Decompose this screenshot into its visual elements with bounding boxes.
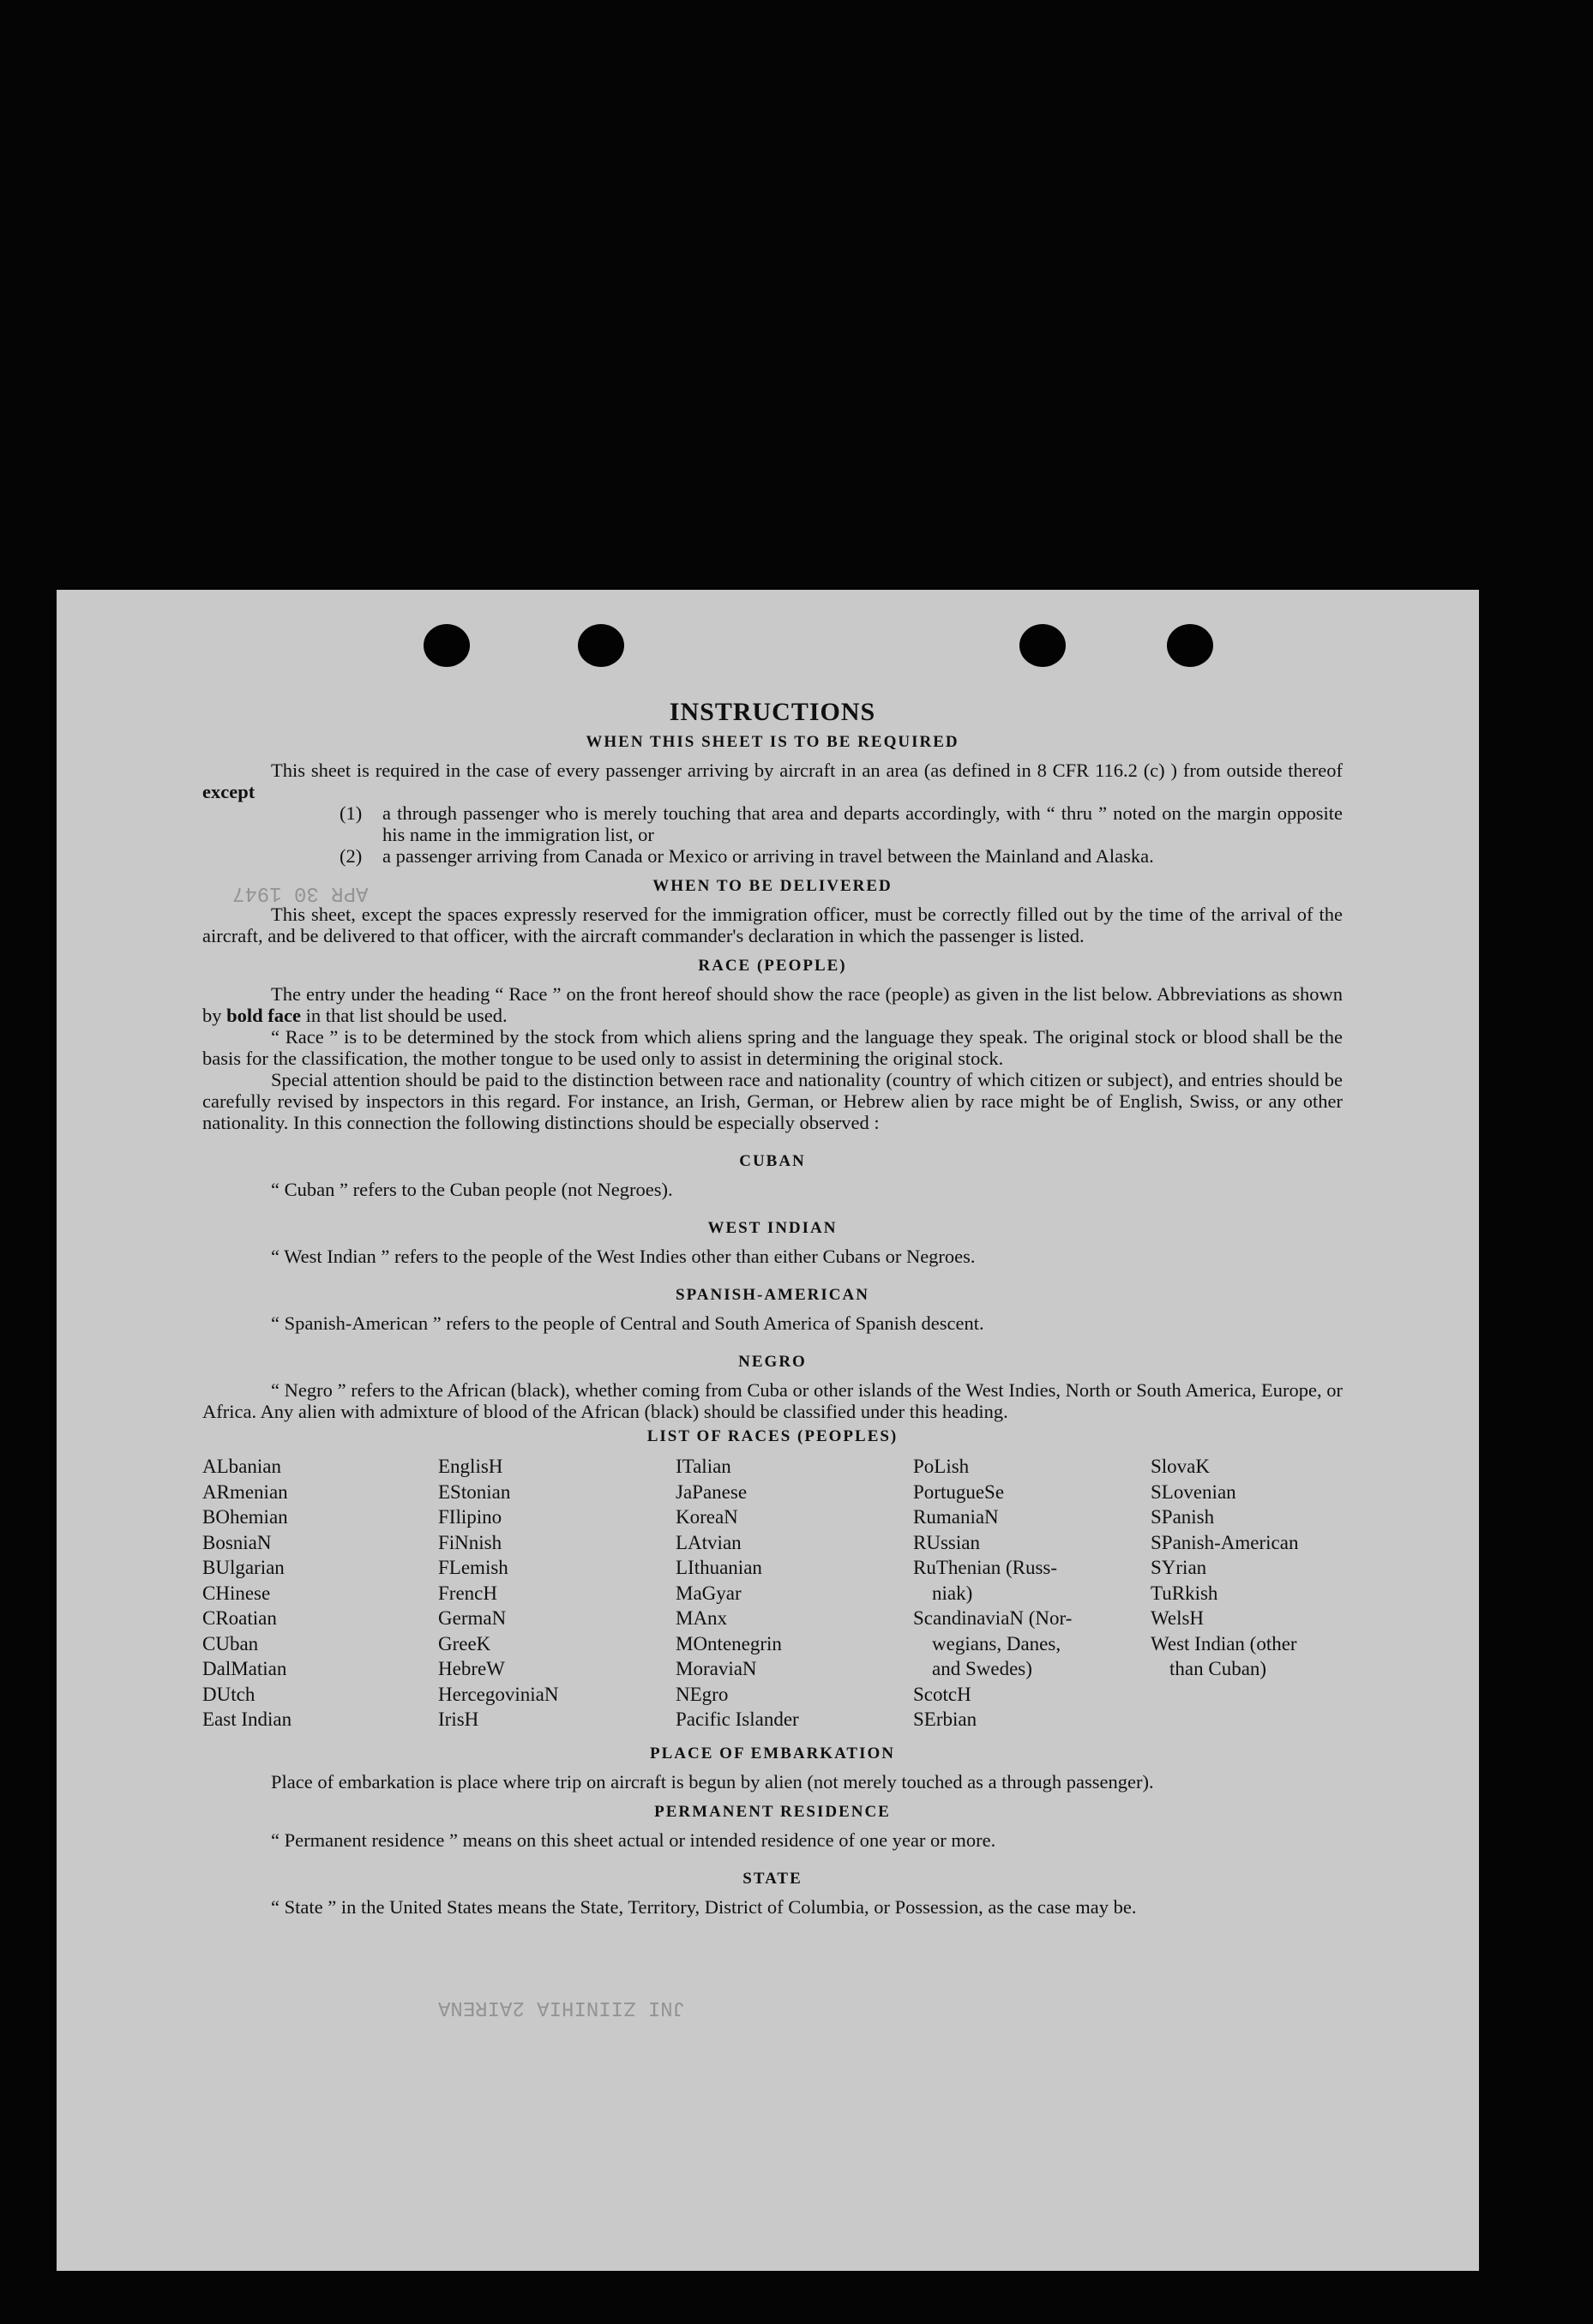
race-item: DalMatian bbox=[202, 1658, 287, 1679]
race-item: ScandinaviaN (Nor- bbox=[913, 1607, 1073, 1629]
race-item: CRoatian bbox=[202, 1607, 277, 1629]
heading-cuban: CUBAN bbox=[739, 1152, 806, 1170]
document-sheet bbox=[57, 590, 1479, 2271]
race-item: RuThenian (Russ- bbox=[913, 1557, 1058, 1578]
race-item: Pacific Islander bbox=[676, 1708, 799, 1730]
races-column-2 bbox=[438, 1454, 676, 1732]
cuban-text: “ Cuban ” refers to the Cuban people (not Negroes). bbox=[271, 1179, 673, 1200]
race-paragraph-3: Special attention should be paid to the distinction between race and nationality (country of which citizen or subject), and entries should be carefully revised by inspectors in this regard. For instance, an Irish, German, or Hebrew alien by race might be of English, Swiss, or any other nationality. In this connection the following distinctions should be especially observed : bbox=[202, 1069, 1343, 1133]
instructions-body bbox=[202, 698, 1343, 1918]
race-item: SErbian bbox=[913, 1708, 977, 1730]
spanish-american-text: “ Spanish-American ” refers to the people of Central and South America of Spanish descent. bbox=[271, 1312, 984, 1334]
punch-hole-3 bbox=[1019, 624, 1066, 667]
race-item: FiNnish bbox=[438, 1531, 502, 1553]
state-text: “ State ” in the United States means the State, Territory, District of Columbia, or Possession, as the case may be. bbox=[271, 1895, 1137, 1918]
page-title: INSTRUCTIONS bbox=[669, 698, 876, 726]
race-item: JaPanese bbox=[676, 1480, 748, 1503]
race-item: EStonian bbox=[438, 1480, 511, 1503]
race-item: BOhemian bbox=[202, 1506, 288, 1528]
race-item: NEgro bbox=[676, 1683, 729, 1705]
race-item: CHinese bbox=[202, 1582, 271, 1604]
race-item: GreeK bbox=[438, 1632, 491, 1654]
race-item-continuation: than Cuban) bbox=[1169, 1658, 1267, 1679]
place-embarkation-text: Place of embarkation is place where trip on aircraft is begun by alien (not merely touched as a through passenger). bbox=[271, 1770, 1154, 1793]
exception-item-2: (2) a passenger arriving from Canada or Mexico or arriving in travel between the Mainland and Alaska. bbox=[340, 845, 1154, 867]
race-item: GermaN bbox=[438, 1607, 507, 1629]
race-item: WelsH bbox=[1151, 1607, 1205, 1629]
race-item-continuation: and Swedes) bbox=[932, 1658, 1032, 1679]
races-column-1 bbox=[202, 1454, 438, 1732]
race-item: IrisH bbox=[438, 1708, 479, 1730]
when-required-intro: This sheet is required in the case of every passenger arriving by aircraft in an area (as defined in 8 CFR 116.2 (c) ) from outside thereof except bbox=[202, 760, 1343, 802]
heading-permanent-residence: PERMANENT RESIDENCE bbox=[654, 1802, 891, 1821]
race-item: MAnx bbox=[676, 1607, 728, 1629]
when-delivered-text: This sheet, except the spaces expressly reserved for the immigration officer, must be correctly filled out by the time of the arrival of the aircraft, and be delivered to that officer, with the aircraft commander's declaration in which the passenger is listed. bbox=[202, 904, 1343, 946]
date-stamp: APR 30 1947 bbox=[232, 881, 369, 904]
heading-races-list: LIST OF RACES (PEOPLES) bbox=[646, 1427, 899, 1445]
exception-item-1: (1) a through passenger who is merely touching that area and departs accordingly, with “ thru ” noted on the margin opposite his name in the immigration list, or bbox=[340, 802, 1343, 845]
punch-hole-1 bbox=[424, 624, 470, 667]
race-item: LIthuanian bbox=[676, 1557, 762, 1578]
race-item: SPanish-American bbox=[1151, 1531, 1299, 1553]
races-column-3 bbox=[676, 1454, 913, 1732]
race-item: SlovaK bbox=[1151, 1456, 1210, 1477]
punch-hole-2 bbox=[578, 624, 624, 667]
race-item: BUlgarian bbox=[202, 1557, 285, 1578]
race-paragraph-1: The entry under the heading “ Race ” on the front hereof should show the race (people) as given in the list below. Abbreviations as shown by bold face in that list should be used. bbox=[202, 983, 1343, 1026]
race-item: ITalian bbox=[676, 1456, 731, 1477]
race-item: FIlipino bbox=[438, 1506, 502, 1528]
heading-negro: NEGRO bbox=[738, 1353, 807, 1371]
race-paragraph-2: “ Race ” is to be determined by the stock from which aliens spring and the language they speak. The original stock or blood shall be the basis for the classification, the mother tongue to be used only to assist in determining the original stock. bbox=[202, 1026, 1343, 1069]
race-item: MaGyar bbox=[676, 1582, 742, 1604]
race-item: West Indian (other bbox=[1151, 1632, 1297, 1654]
race-item: SYrian bbox=[1151, 1557, 1207, 1578]
heading-place-embarkation: PLACE OF EMBARKATION bbox=[650, 1744, 895, 1763]
races-list bbox=[202, 1454, 1343, 1732]
races-column-4 bbox=[913, 1454, 1151, 1732]
race-item: FLemish bbox=[438, 1557, 508, 1578]
race-item: TuRkish bbox=[1151, 1582, 1218, 1604]
race-item: East Indian bbox=[202, 1708, 292, 1730]
heading-when-required: WHEN THIS SHEET IS TO BE REQUIRED bbox=[586, 733, 959, 751]
bleed-through-stamp: JNI ZIINIHIA 2AIRENA bbox=[438, 1996, 686, 2019]
race-item: ARmenian bbox=[202, 1480, 288, 1503]
heading-west-indian: WEST INDIAN bbox=[707, 1219, 838, 1237]
heading-when-delivered: WHEN TO BE DELIVERED bbox=[652, 877, 893, 895]
race-item: HercegoviniaN bbox=[438, 1683, 559, 1705]
race-item: RumaniaN bbox=[913, 1506, 999, 1528]
race-item: EnglisH bbox=[438, 1456, 503, 1477]
race-item-continuation: niak) bbox=[932, 1582, 973, 1604]
race-item: FrencH bbox=[438, 1582, 497, 1604]
race-item: PortugueSe bbox=[913, 1480, 1005, 1503]
race-item: SLovenian bbox=[1151, 1480, 1236, 1503]
race-item-continuation: wegians, Danes, bbox=[932, 1632, 1061, 1654]
heading-spanish-american: SPANISH-AMERICAN bbox=[676, 1286, 869, 1304]
race-item: CUban bbox=[202, 1632, 259, 1654]
heading-race: RACE (PEOPLE) bbox=[698, 957, 847, 975]
negro-text: “ Negro ” refers to the African (black), whether coming from Cuba or other islands of the West Indies, North or South America, Europe, or Africa. Any alien with admixture of blood of the African (black) should be classified under this heading. bbox=[202, 1379, 1343, 1422]
race-item: RUssian bbox=[913, 1531, 980, 1553]
punch-hole-4 bbox=[1167, 624, 1213, 667]
race-item: DUtch bbox=[202, 1683, 255, 1705]
race-item: PoLish bbox=[913, 1456, 970, 1477]
heading-state: STATE bbox=[742, 1869, 803, 1888]
race-item: MOntenegrin bbox=[676, 1632, 782, 1654]
races-column-5 bbox=[1151, 1454, 1343, 1732]
race-item: KoreaN bbox=[676, 1506, 738, 1528]
west-indian-text: “ West Indian ” refers to the people of the West Indies other than either Cubans or Negroes. bbox=[271, 1246, 976, 1267]
permanent-residence-text: “ Permanent residence ” means on this sheet actual or intended residence of one year or more. bbox=[271, 1829, 996, 1851]
race-item: SPanish bbox=[1151, 1506, 1215, 1528]
race-item: ALbanian bbox=[202, 1456, 281, 1477]
race-item: LAtvian bbox=[676, 1531, 742, 1553]
race-item: ScotcH bbox=[913, 1683, 971, 1705]
race-item: MoraviaN bbox=[676, 1658, 757, 1679]
race-item: BosniaN bbox=[202, 1531, 272, 1553]
race-item: HebreW bbox=[438, 1658, 505, 1679]
